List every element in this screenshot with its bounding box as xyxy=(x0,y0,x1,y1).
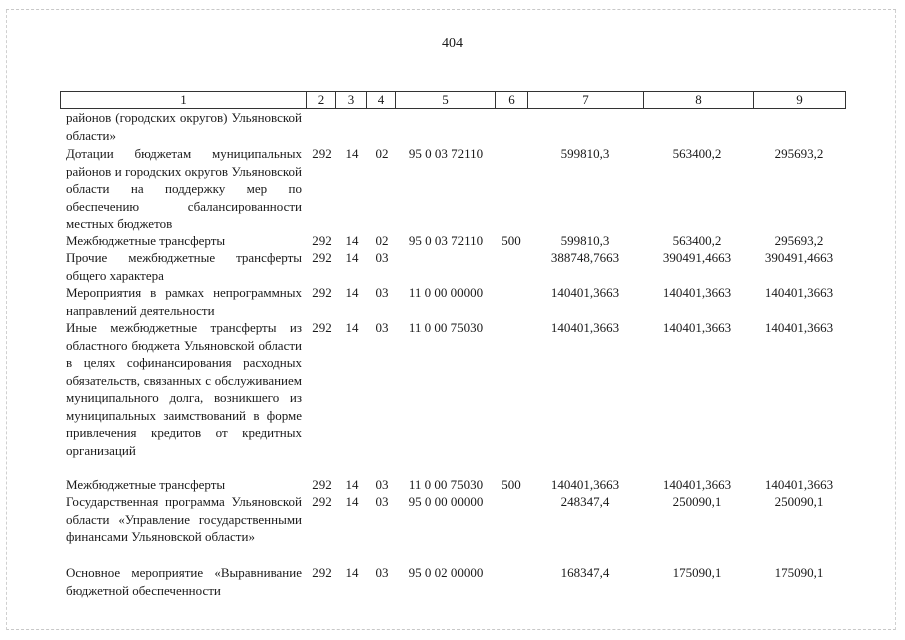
row-col-5: 11 0 00 75030 xyxy=(408,477,484,492)
row-col-3: 14 xyxy=(345,146,359,161)
table-header xyxy=(60,91,846,109)
row-col-2: 292 xyxy=(312,146,332,161)
row-name: Мероприятия в рамках непрограммных направлений деятельности xyxy=(66,285,302,318)
row-col-3: 14 xyxy=(345,285,359,300)
row-col-2: 292 xyxy=(312,494,332,509)
scan-edge-top xyxy=(6,9,896,10)
row-col-2: 292 xyxy=(312,250,332,265)
row-col-7: 388748,7663 xyxy=(550,250,620,265)
row-col-2: 292 xyxy=(312,477,332,492)
row-col-8: 563400,2 xyxy=(672,233,722,248)
row-col-4: 03 xyxy=(375,494,389,509)
row-col-3: 14 xyxy=(345,477,359,492)
row-col-7: 599810,3 xyxy=(560,233,610,248)
row-col-2: 292 xyxy=(312,233,332,248)
row-name: Дотации бюджетам муниципальных районов и городских округов Ульяновской области на поддержку мер по обеспечению сбалансированности местных бюджетов xyxy=(66,146,302,231)
row-col-9: 140401,3663 xyxy=(764,320,834,335)
row-col-3: 14 xyxy=(345,250,359,265)
row-col-4: 03 xyxy=(375,565,389,580)
row-name: Государственная программа Ульяновской области «Управление государственными финансами Ульяновской области» xyxy=(66,494,302,544)
row-col-3: 14 xyxy=(345,565,359,580)
row-col-4: 03 xyxy=(375,285,389,300)
row-col-4: 03 xyxy=(375,320,389,335)
row-col-9: 295693,2 xyxy=(774,146,824,161)
row-col-7: 140401,3663 xyxy=(550,477,620,492)
row-name: Иные межбюджетные трансферты из областного бюджета Ульяновской области в целях софинансирования расходных обязательств, связанных с обслуживанием муниципального долга, возникшего из муниципальных заимствований в форме привлечения кредитов от кредитных организаций xyxy=(66,320,302,458)
header-col-4: 4 xyxy=(366,92,395,108)
row-col-8: 250090,1 xyxy=(672,494,722,509)
scan-edge-right xyxy=(895,10,896,630)
row-col-8: 563400,2 xyxy=(672,146,722,161)
row-col-2: 292 xyxy=(312,285,332,300)
row-name: Межбюджетные трансферты xyxy=(66,477,226,492)
header-col-5: 5 xyxy=(395,92,495,108)
row-col-5: 95 0 03 72110 xyxy=(408,146,484,161)
header-col-9: 9 xyxy=(753,92,845,108)
row-col-9: 295693,2 xyxy=(774,233,824,248)
row-col-5: 95 0 00 00000 xyxy=(408,494,484,509)
row-col-4: 03 xyxy=(375,250,389,265)
header-col-7: 7 xyxy=(527,92,643,108)
row-col-9: 390491,4663 xyxy=(764,250,834,265)
row-col-2: 292 xyxy=(312,565,332,580)
row-col-5: 95 0 03 72110 xyxy=(408,233,484,248)
row-col-8: 175090,1 xyxy=(672,565,722,580)
row-col-7: 248347,4 xyxy=(560,494,610,509)
header-col-6: 6 xyxy=(495,92,527,108)
scan-edge-left xyxy=(6,10,7,630)
scan-edge-bottom xyxy=(6,629,896,630)
row-name: районов (городских округов) Ульяновской области» xyxy=(66,110,302,143)
row-col-3: 14 xyxy=(345,233,359,248)
row-col-9: 140401,3663 xyxy=(764,285,834,300)
header-col-8: 8 xyxy=(643,92,753,108)
row-col-9: 175090,1 xyxy=(774,565,824,580)
row-col-2: 292 xyxy=(312,320,332,335)
header-col-2: 2 xyxy=(306,92,335,108)
row-name: Основное мероприятие «Выравнивание бюджетной обеспеченности xyxy=(66,565,302,598)
row-col-6: 500 xyxy=(501,233,521,248)
row-col-8: 140401,3663 xyxy=(662,285,732,300)
row-col-6: 500 xyxy=(501,477,521,492)
row-col-8: 140401,3663 xyxy=(662,477,732,492)
row-col-7: 140401,3663 xyxy=(550,285,620,300)
row-col-7: 168347,4 xyxy=(560,565,610,580)
row-name: Межбюджетные трансферты xyxy=(66,233,226,248)
row-col-5: 11 0 00 75030 xyxy=(408,320,484,335)
page-number: 404 xyxy=(442,36,463,51)
row-col-3: 14 xyxy=(345,494,359,509)
row-col-7: 140401,3663 xyxy=(550,320,620,335)
header-col-3: 3 xyxy=(335,92,366,108)
row-col-5: 95 0 02 00000 xyxy=(408,565,484,580)
row-col-5: 11 0 00 00000 xyxy=(408,285,484,300)
row-col-9: 140401,3663 xyxy=(764,477,834,492)
row-col-4: 02 xyxy=(375,233,389,248)
row-col-4: 02 xyxy=(375,146,389,161)
row-name: Прочие межбюджетные трансферты общего характера xyxy=(66,250,302,283)
row-col-9: 250090,1 xyxy=(774,494,824,509)
row-col-8: 140401,3663 xyxy=(662,320,732,335)
row-col-4: 03 xyxy=(375,477,389,492)
row-col-7: 599810,3 xyxy=(560,146,610,161)
header-col-1: 1 xyxy=(180,92,187,107)
row-col-8: 390491,4663 xyxy=(662,250,732,265)
row-col-3: 14 xyxy=(345,320,359,335)
